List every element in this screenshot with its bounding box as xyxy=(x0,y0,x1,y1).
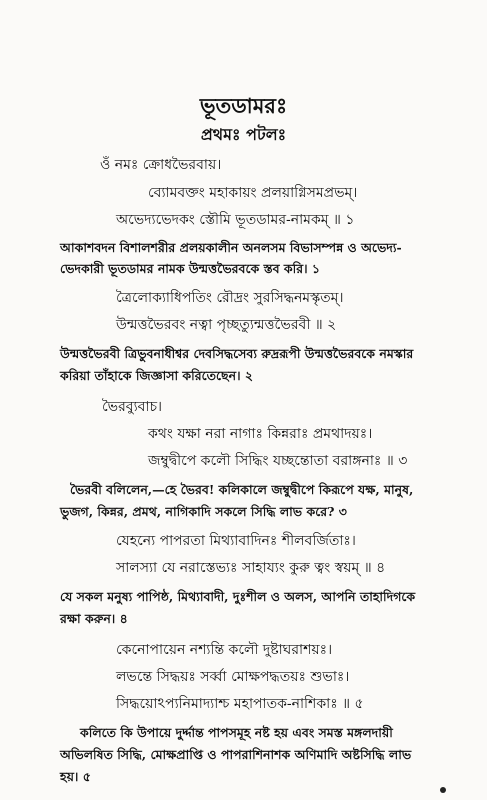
verse-line: অভেদ্যভেদকং স্তৌমি ভূতডামর-নামকম্‌ ॥ ১ xyxy=(116,212,355,228)
verse-line: লভন্তে সিদ্ধয়ঃ সর্ব্বা মোক্ষপদ্ধতয়ঃ শুভাঃ। xyxy=(116,669,350,685)
verse-line: সিদ্ধয়োঽপ্যনিমাদ্যাশ্চ মহাপাতক-নাশিকাঃ ॥ ৫ xyxy=(116,696,364,712)
invocation-line: ওঁ নমঃ ক্রোধভৈরবায়। xyxy=(100,157,222,173)
translation-line: ভুজগ, কিন্নর, প্রমথ, নাগিকাদি সকলে সিদ্ধি লাভ করে? ৩ xyxy=(60,504,347,519)
translation-line: উন্মত্তভৈরবী ত্রিভুবনাধীশ্বর দেবসিদ্ধসেব্য রুদ্ররূপী উন্মত্তভৈরবকে নমস্কার xyxy=(60,346,414,361)
verse-line: যেহন্যে পাপরতা মিথ্যাবাদিনঃ শীলবর্জিতাঃ। xyxy=(116,533,356,549)
translation-line: অভিলষিত সিদ্ধি, মোক্ষপ্রাপ্তি ও পাপরাশিনাশক অণিমাদি অষ্টসিদ্ধি লাভ xyxy=(60,747,412,762)
verse-line: কথং যক্ষা নরা নাগাঃ কিন্নরাঃ প্রমথাদয়ঃ। xyxy=(148,426,373,442)
translation-line: করিয়া তাঁহাকে জিজ্ঞাসা করিতেছেন। ২ xyxy=(60,368,254,383)
translation-line: রক্ষা করুন। ৪ xyxy=(60,611,128,626)
translation-line: ভৈরবী বলিলেন,—হে ভৈরব! কলিকালে জম্বুদ্বীপে কিরূপে যক্ষ, মানুষ, xyxy=(70,482,414,497)
speaker-line: ভৈরব্যুবাচ। xyxy=(102,399,163,415)
verse-line: সালস্যা যে নরাস্তেভ্যঃ সাহায্যং কুরু ত্বং স্বয়ম্‌ ॥ ৪ xyxy=(116,560,386,576)
translation-line: যে সকল মনুষ্য পাপিষ্ঠ, মিথ্যাবাদী, দুঃশীল ও অলস, আপনি তাহাদিগকে xyxy=(60,589,416,604)
page-title: ভূতডামরঃ xyxy=(199,93,288,118)
verse-line: জম্বুদ্বীপে কলৌ সিদ্ধিং যচ্ছন্তোতা বরাঙ্গনাঃ ॥ ৩ xyxy=(148,453,408,469)
verse-line: কেনোপায়েন নশ্যন্তি কলৌ দুষ্টাঘরাশয়ঃ। xyxy=(116,642,333,658)
translation-line: আকাশবদন বিশালশরীর প্রলয়কালীন অনলসম বিভাসম্পন্ন ও অভেদ্য- xyxy=(60,240,402,255)
translation-line: কলিতে কি উপায়ে দুর্দ্দান্ত পাপসমূহ নষ্ট হয় এবং সমস্ত মঙ্গলদায়ী xyxy=(80,725,393,740)
chapter-heading: প্রথমঃ পটলঃ xyxy=(200,125,287,144)
page-mark xyxy=(440,787,446,793)
translation-line: ভেদকারী ভূতডামর নামক উন্মত্তভৈরবকে স্তব করি। ১ xyxy=(60,261,321,276)
verse-line: ব্যোমবক্তং মহাকায়ং প্রলয়াগ্নিসমপ্রভম্‌। xyxy=(148,185,358,201)
verse-line: উন্মত্তভৈরবং নত্বা পৃচ্ছত্যুন্মত্তভৈরবী ॥ ২ xyxy=(116,317,337,333)
verse-line: ত্রৈলোক্যাধিপতিং রৌদ্রং সুরসিদ্ধনমস্কৃতম্‌। xyxy=(116,290,344,306)
translation-line: হয়। ৫ xyxy=(60,769,91,784)
